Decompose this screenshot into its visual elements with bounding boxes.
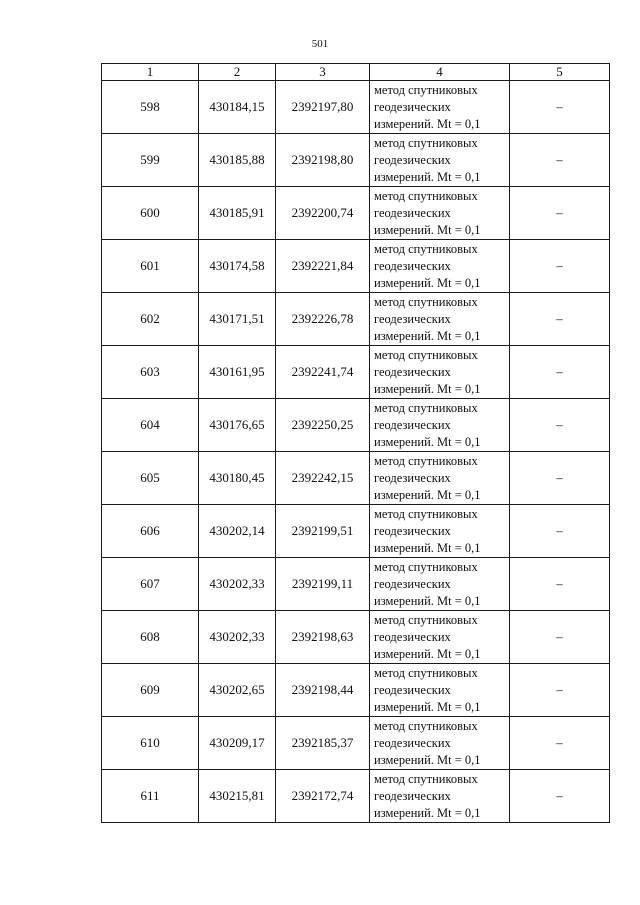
method-line: геодезических xyxy=(374,152,451,167)
page-number: 501 xyxy=(311,38,329,50)
y-coordinate-cell: 2392199,51 xyxy=(276,505,370,558)
method-cell xyxy=(370,399,510,452)
x-coordinate-cell: 430161,95 xyxy=(199,346,276,399)
note-cell: – xyxy=(510,770,610,823)
method-line: геодезических xyxy=(374,735,451,750)
x-coordinate-cell: 430215,81 xyxy=(199,770,276,823)
note-cell: – xyxy=(510,187,610,240)
method-line: измерений. Mt = 0,1 xyxy=(374,169,481,184)
table-row xyxy=(102,399,610,452)
y-coordinate-cell: 2392172,74 xyxy=(276,770,370,823)
point-number-cell: 607 xyxy=(102,558,199,611)
method-cell xyxy=(370,134,510,187)
method-line: измерений. Mt = 0,1 xyxy=(374,116,481,131)
table-row xyxy=(102,505,610,558)
method-line: измерений. Mt = 0,1 xyxy=(374,752,481,767)
note-cell: – xyxy=(510,717,610,770)
note-cell: – xyxy=(510,505,610,558)
method-line: геодезических xyxy=(374,364,451,379)
y-coordinate-cell: 2392199,11 xyxy=(276,558,370,611)
header-row xyxy=(102,64,610,81)
y-coordinate-cell: 2392185,37 xyxy=(276,717,370,770)
method-line: геодезических xyxy=(374,99,451,114)
method-line: измерений. Mt = 0,1 xyxy=(374,699,481,714)
point-number-cell: 599 xyxy=(102,134,199,187)
method-line: измерений. Mt = 0,1 xyxy=(374,593,481,608)
table-row xyxy=(102,664,610,717)
table-row xyxy=(102,558,610,611)
table-row xyxy=(102,770,610,823)
point-number-cell: 604 xyxy=(102,399,199,452)
method-line: метод спутниковых xyxy=(374,400,478,415)
note-cell: – xyxy=(510,399,610,452)
x-coordinate-cell: 430174,58 xyxy=(199,240,276,293)
method-line: измерений. Mt = 0,1 xyxy=(374,222,481,237)
method-line: геодезических xyxy=(374,788,451,803)
method-line: измерений. Mt = 0,1 xyxy=(374,646,481,661)
y-coordinate-cell: 2392198,80 xyxy=(276,134,370,187)
note-cell: – xyxy=(510,346,610,399)
note-cell: – xyxy=(510,293,610,346)
y-coordinate-cell: 2392198,63 xyxy=(276,611,370,664)
point-number-cell: 606 xyxy=(102,505,199,558)
x-coordinate-cell: 430171,51 xyxy=(199,293,276,346)
y-coordinate-cell: 2392242,15 xyxy=(276,452,370,505)
table-row xyxy=(102,240,610,293)
column-header-4: 4 xyxy=(370,64,510,81)
x-coordinate-cell: 430202,33 xyxy=(199,611,276,664)
table-row xyxy=(102,81,610,134)
x-coordinate-cell: 430180,45 xyxy=(199,452,276,505)
point-number-cell: 601 xyxy=(102,240,199,293)
note-cell: – xyxy=(510,611,610,664)
method-cell xyxy=(370,240,510,293)
method-line: метод спутниковых xyxy=(374,771,478,786)
y-coordinate-cell: 2392250,25 xyxy=(276,399,370,452)
y-coordinate-cell: 2392197,80 xyxy=(276,81,370,134)
point-number-cell: 603 xyxy=(102,346,199,399)
method-line: измерений. Mt = 0,1 xyxy=(374,487,481,502)
method-line: измерений. Mt = 0,1 xyxy=(374,275,481,290)
method-cell xyxy=(370,187,510,240)
method-line: метод спутниковых xyxy=(374,188,478,203)
note-cell: – xyxy=(510,240,610,293)
method-line: геодезических xyxy=(374,576,451,591)
method-cell xyxy=(370,770,510,823)
method-line: геодезических xyxy=(374,417,451,432)
method-line: геодезических xyxy=(374,629,451,644)
method-line: метод спутниковых xyxy=(374,612,478,627)
y-coordinate-cell: 2392241,74 xyxy=(276,346,370,399)
method-line: геодезических xyxy=(374,258,451,273)
note-cell: – xyxy=(510,81,610,134)
x-coordinate-cell: 430176,65 xyxy=(199,399,276,452)
note-cell: – xyxy=(510,664,610,717)
point-number-cell: 600 xyxy=(102,187,199,240)
method-cell xyxy=(370,558,510,611)
note-cell: – xyxy=(510,452,610,505)
x-coordinate-cell: 430184,15 xyxy=(199,81,276,134)
y-coordinate-cell: 2392221,84 xyxy=(276,240,370,293)
column-header-2: 2 xyxy=(199,64,276,81)
point-number-cell: 611 xyxy=(102,770,199,823)
table-row xyxy=(102,611,610,664)
method-line: геодезических xyxy=(374,205,451,220)
note-cell: – xyxy=(510,134,610,187)
method-line: геодезических xyxy=(374,682,451,697)
table-row xyxy=(102,134,610,187)
column-header-3: 3 xyxy=(276,64,370,81)
method-line: метод спутниковых xyxy=(374,241,478,256)
x-coordinate-cell: 430185,88 xyxy=(199,134,276,187)
y-coordinate-cell: 2392198,44 xyxy=(276,664,370,717)
table-body xyxy=(102,81,610,823)
point-number-cell: 605 xyxy=(102,452,199,505)
method-line: геодезических xyxy=(374,470,451,485)
method-cell xyxy=(370,293,510,346)
point-number-cell: 598 xyxy=(102,81,199,134)
method-line: метод спутниковых xyxy=(374,135,478,150)
method-line: метод спутниковых xyxy=(374,347,478,362)
method-line: метод спутниковых xyxy=(374,82,478,97)
table-row xyxy=(102,346,610,399)
method-line: метод спутниковых xyxy=(374,665,478,680)
note-cell: – xyxy=(510,558,610,611)
method-line: метод спутниковых xyxy=(374,506,478,521)
column-header-5: 5 xyxy=(510,64,610,81)
point-number-cell: 602 xyxy=(102,293,199,346)
method-cell xyxy=(370,81,510,134)
point-number-cell: 610 xyxy=(102,717,199,770)
method-line: измерений. Mt = 0,1 xyxy=(374,805,481,820)
table-row xyxy=(102,717,610,770)
coordinates-table xyxy=(101,63,610,823)
point-number-cell: 609 xyxy=(102,664,199,717)
column-header-1: 1 xyxy=(102,64,199,81)
x-coordinate-cell: 430202,14 xyxy=(199,505,276,558)
method-line: геодезических xyxy=(374,523,451,538)
x-coordinate-cell: 430202,33 xyxy=(199,558,276,611)
method-line: геодезических xyxy=(374,311,451,326)
method-line: измерений. Mt = 0,1 xyxy=(374,328,481,343)
table-row xyxy=(102,187,610,240)
method-line: измерений. Mt = 0,1 xyxy=(374,540,481,555)
y-coordinate-cell: 2392226,78 xyxy=(276,293,370,346)
table-row xyxy=(102,452,610,505)
method-cell xyxy=(370,664,510,717)
x-coordinate-cell: 430202,65 xyxy=(199,664,276,717)
method-cell xyxy=(370,505,510,558)
method-cell xyxy=(370,346,510,399)
method-line: метод спутниковых xyxy=(374,453,478,468)
method-line: измерений. Mt = 0,1 xyxy=(374,381,481,396)
method-cell xyxy=(370,611,510,664)
y-coordinate-cell: 2392200,74 xyxy=(276,187,370,240)
method-line: метод спутниковых xyxy=(374,559,478,574)
method-line: метод спутниковых xyxy=(374,718,478,733)
point-number-cell: 608 xyxy=(102,611,199,664)
method-cell xyxy=(370,717,510,770)
method-line: метод спутниковых xyxy=(374,294,478,309)
table-row xyxy=(102,293,610,346)
method-line: измерений. Mt = 0,1 xyxy=(374,434,481,449)
x-coordinate-cell: 430209,17 xyxy=(199,717,276,770)
x-coordinate-cell: 430185,91 xyxy=(199,187,276,240)
method-cell xyxy=(370,452,510,505)
